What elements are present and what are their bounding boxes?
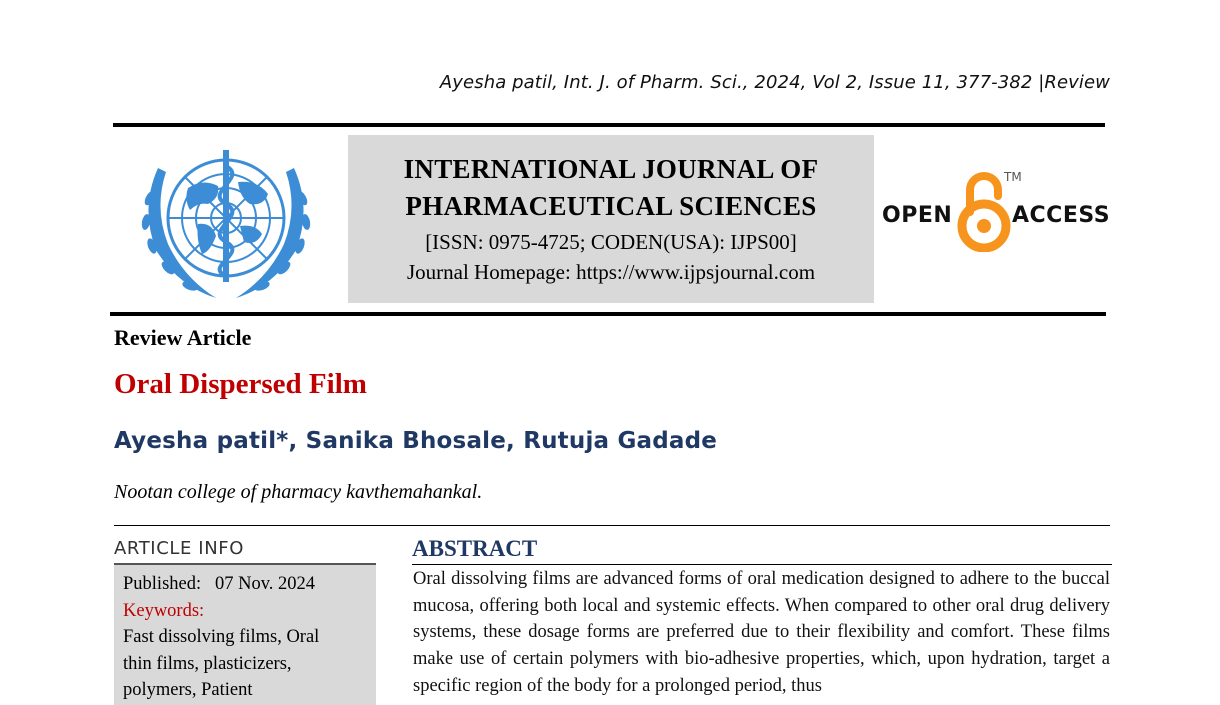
article-type: Review Article: [114, 325, 252, 350]
journal-name-line2: PHARMACEUTICAL SCIENCES: [405, 191, 817, 221]
keywords-line: polymers, Patient: [123, 680, 253, 700]
journal-name-line1: INTERNATIONAL JOURNAL OF: [403, 154, 819, 184]
open-access-word-access: ACCESS: [1012, 203, 1111, 228]
trademark-mark: TM: [1004, 170, 1022, 184]
published-date: 07 Nov. 2024: [215, 574, 316, 594]
abstract-heading: ABSTRACT: [412, 536, 538, 561]
who-emblem-logo: [128, 138, 324, 306]
abstract-rule: [412, 564, 1112, 565]
keywords-line: Fast dissolving films, Oral: [123, 627, 320, 647]
article-info-heading: ARTICLE INFO: [114, 538, 245, 559]
published-row: [123, 571, 368, 598]
keywords-label: Keywords:: [123, 600, 205, 621]
abstract-text: Oral dissolving films are advanced forms of oral medication designed to adhere to the buccal mucosa, offering both local and systemic effects. When compared to other oral drug delivery systems, these dosage forms are preferred due to their flexibility and comfort. These films make use of certain polymers with bio-adhesive properties, which, upon hydration, target a specific region of the body for a prolonged period, thus: [413, 569, 1110, 696]
open-access-word-open: OPEN: [882, 203, 953, 228]
section-divider: [114, 525, 1110, 526]
header-rule-top: [113, 123, 1105, 127]
journal-homepage: Journal Homepage: https://www.ijpsjournal.com: [406, 260, 816, 284]
open-access-badge: [880, 166, 1111, 256]
article-title: Oral Dispersed Film: [114, 368, 367, 400]
header-rule-bottom: [110, 312, 1106, 316]
article-affiliation: Nootan college of pharmacy kavthemahankal.: [114, 481, 483, 503]
keywords-line: thin films, plasticizers,: [123, 653, 292, 674]
published-label: Published:: [123, 574, 202, 594]
journal-name: [348, 151, 874, 225]
article-info-box: [114, 563, 376, 705]
citation-header: Ayesha patil, Int. J. of Pharm. Sci., 2024, Vol 2, Issue 11, 377-382 |Review: [439, 72, 1110, 93]
journal-issn: [ISSN: 0975-4725; CODEN(USA): IJPS00]: [425, 230, 797, 254]
article-authors: Ayesha patil*, Sanika Bhosale, Rutuja Gadade: [114, 428, 718, 454]
journal-banner: [348, 135, 874, 303]
